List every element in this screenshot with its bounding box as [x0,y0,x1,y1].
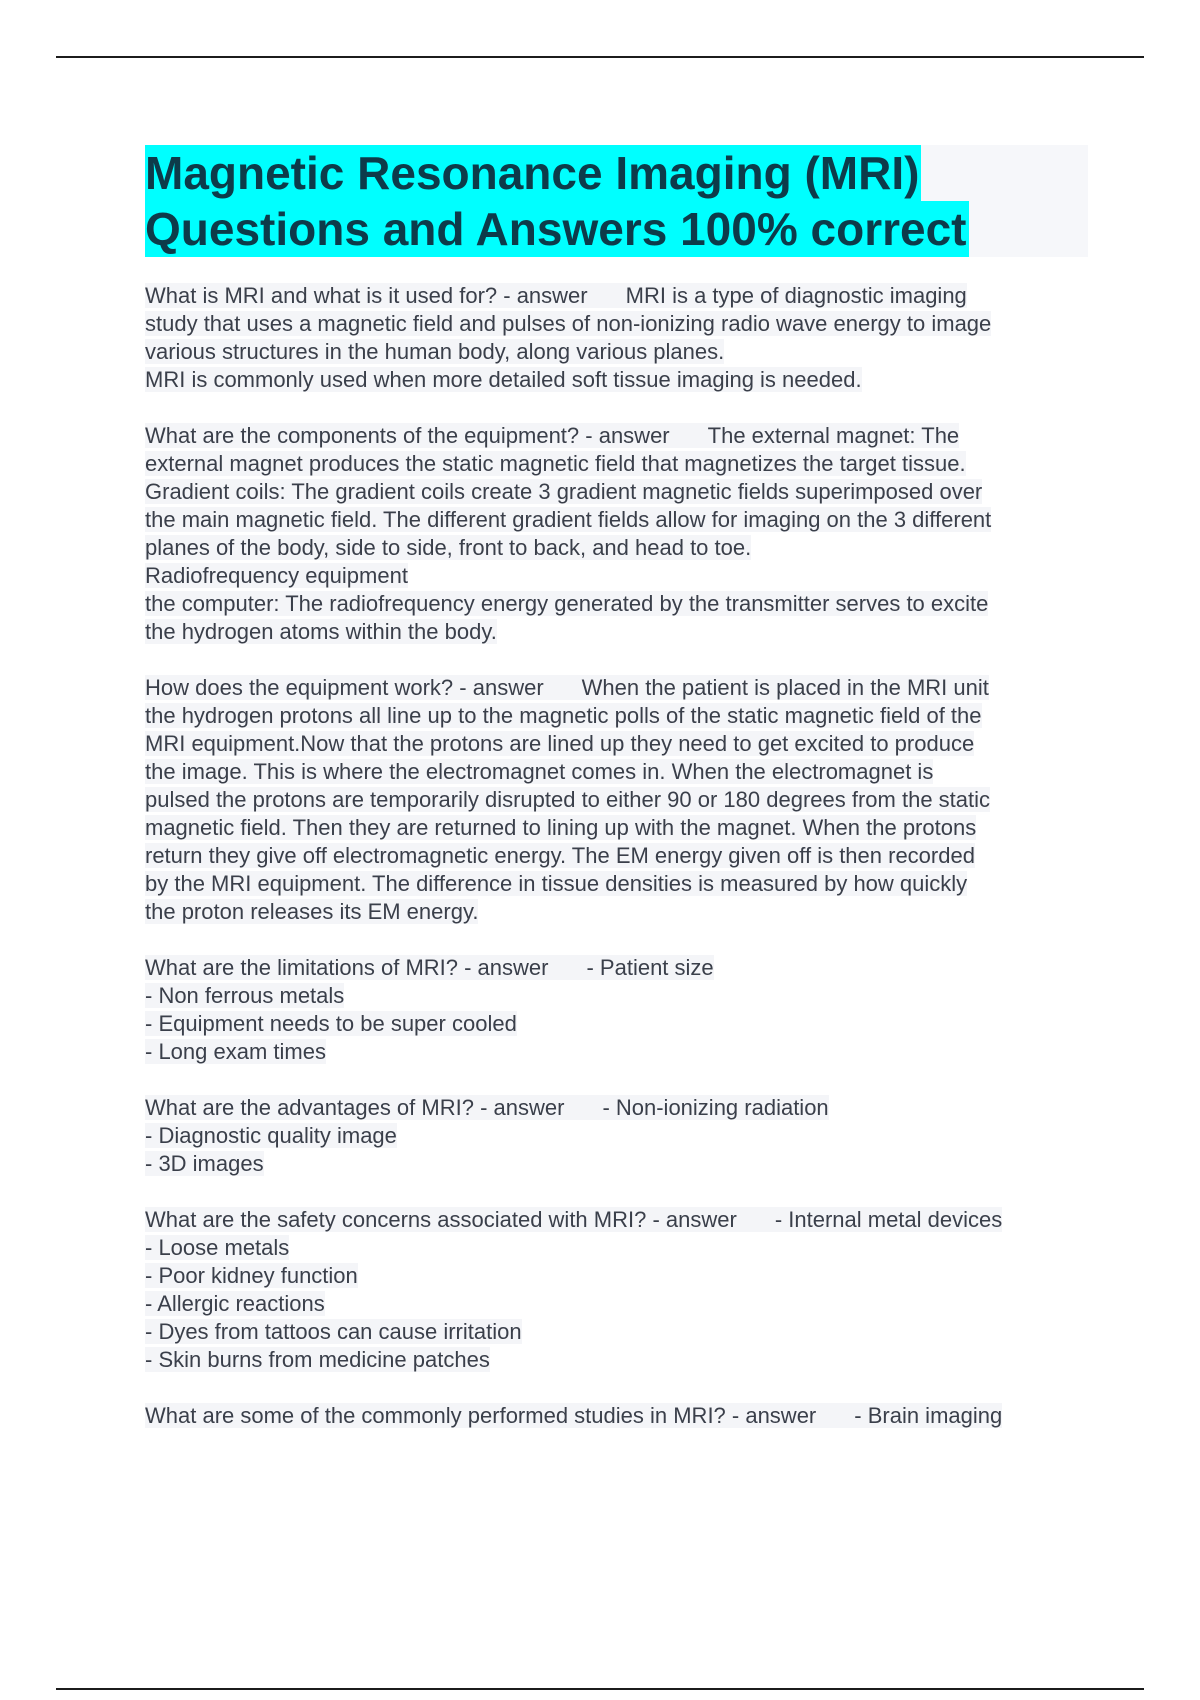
answer-line: the main magnetic field. The different gradient fields allow for imaging on the 3 different [145,507,992,532]
answer-line: external magnet produces the static magnetic field that magnetizes the target tissue. [145,451,966,476]
answer-line: Radiofrequency equipment [145,563,408,588]
answer-line: return they give off electromagnetic energy. The EM energy given off is then recorded [145,843,975,868]
answer-line: the image. This is where the electromagnet comes in. When the electromagnet is [145,759,934,784]
answer-line: When the patient is placed in the MRI unit [581,675,989,700]
qa-item [145,674,1090,926]
answer-line: various structures in the human body, along various planes. [145,339,725,364]
answer-line: the computer: The radiofrequency energy generated by the transmitter serves to excite [145,591,989,616]
answer-line: - Non-ionizing radiation [602,1095,829,1120]
qa-item [145,1402,1090,1430]
question-text: What are the safety concerns associated with MRI? - answer [145,1207,737,1232]
answer-line: magnetic field. Then they are returned to lining up with the magnet. When the protons [145,815,977,840]
answer-line: study that uses a magnetic field and pulses of non-ionizing radio wave energy to image [145,311,992,336]
answer-line: The external magnet: The [707,423,960,448]
bottom-divider [56,1688,1144,1690]
title-line-1: Magnetic Resonance Imaging (MRI) [145,147,920,199]
answer-line: - Internal metal devices [774,1207,1003,1232]
answer-line: planes of the body, side to side, front to back, and head to toe. [145,535,752,560]
answer-line: - Non ferrous metals [145,983,345,1008]
answer-line: the hydrogen protons all line up to the magnetic polls of the static magnetic field of the [145,703,982,728]
page-title [145,145,1088,257]
question-text: What are the advantages of MRI? - answer [145,1095,565,1120]
question-text: What is MRI and what is it used for? - answer [145,283,588,308]
top-divider [56,56,1144,58]
qa-item [145,954,1090,1066]
answer-line: - Dyes from tattoos can cause irritation [145,1319,522,1344]
answer-line: - Skin burns from medicine patches [145,1347,490,1372]
answer-line: MRI is a type of diagnostic imaging [625,283,967,308]
answer-line: - 3D images [145,1151,264,1176]
qa-item [145,1094,1090,1178]
answer-line: - Allergic reactions [145,1291,325,1316]
question-text: How does the equipment work? - answer [145,675,544,700]
answer-line: by the MRI equipment. The difference in tissue densities is measured by how quickly [145,871,968,896]
answer-line: - Brain imaging [854,1403,1003,1428]
question-text: What are the limitations of MRI? - answer [145,955,549,980]
answer-line: - Diagnostic quality image [145,1123,397,1148]
answer-line: the proton releases its EM energy. [145,899,479,924]
qa-list [145,282,1090,1458]
answer-line: MRI is commonly used when more detailed soft tissue imaging is needed. [145,367,862,392]
answer-line: - Loose metals [145,1235,290,1260]
question-text: What are the components of the equipment? - answer [145,423,670,448]
answer-line: - Long exam times [145,1039,326,1064]
answer-line: the hydrogen atoms within the body. [145,619,497,644]
qa-item [145,282,1090,394]
answer-line: - Patient size [586,955,714,980]
title-line-2: Questions and Answers 100% correct [145,203,967,255]
answer-line: - Equipment needs to be super cooled [145,1011,517,1036]
answer-line: - Poor kidney function [145,1263,358,1288]
answer-line: Gradient coils: The gradient coils create 3 gradient magnetic fields superimposed over [145,479,983,504]
answer-line: pulsed the protons are temporarily disrupted to either 90 or 180 degrees from the static [145,787,991,812]
answer-line: MRI equipment.Now that the protons are lined up they need to get excited to produce [145,731,975,756]
qa-item [145,1206,1090,1374]
question-text: What are some of the commonly performed studies in MRI? - answer [145,1403,817,1428]
qa-item [145,422,1090,646]
